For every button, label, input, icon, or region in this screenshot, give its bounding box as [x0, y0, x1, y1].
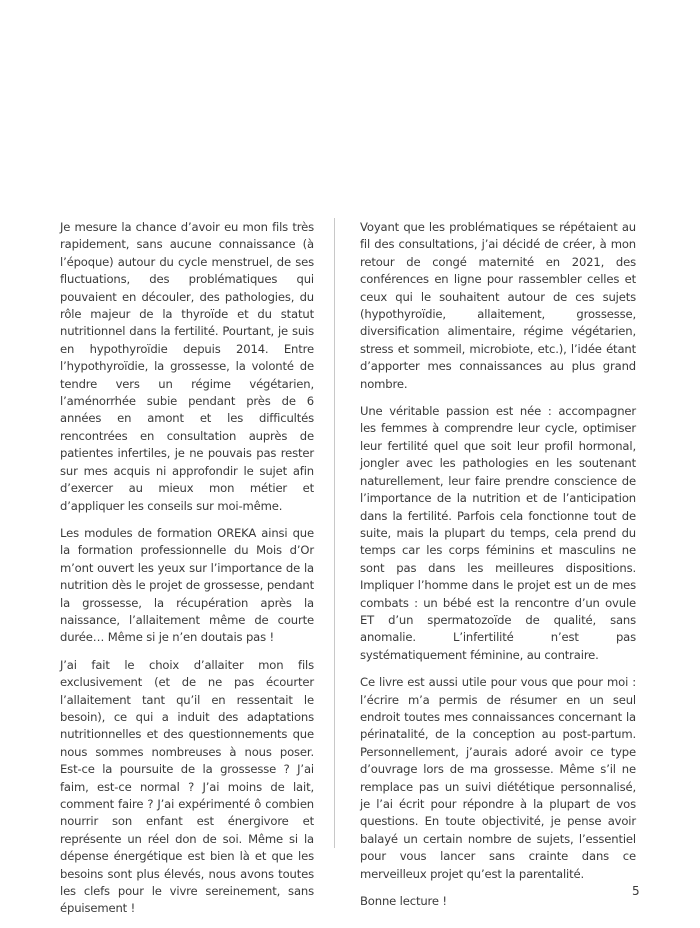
paragraph: Une véritable passion est née : accompagner les femmes à comprendre leur cycle, optimiser leur fertilité quel que soit leur profil hormonal, jongler avec les pathologies en les soutenant naturellement, leur faire prendre conscience de l’importance de la nutrition et de l’anticipation dans la fertilité. Parfois cela fonctionne tout de suite, mais la plupart du temps, cela prend du temps car les corps féminins et masculins ne sont pas dans les meilleures dispositions. Impliquer l’homme dans le projet est un de mes combats : un bébé est la rencontre d’un ovule ET d’un spermatozoïde de qualité, sans anomalie. L’infertilité n’est pas systématiquement féminine, au contraire. [360, 404, 636, 662]
paragraph: Les modules de formation OREKA ainsi que la formation professionnelle du Mois d’Or m’ont ouvert les yeux sur l’importance de la nutrition dès le projet de grossesse, pendant la grossesse, la récupération après la naissance, l’allaitement même de courte durée… Même si je n’en doutais pas ! [60, 525, 314, 645]
paragraph: J’ai fait le choix d’allaiter mon fils exclusivement (et de ne pas écourter l’allaitement tant qu’il en ressentait le besoin), ce qui a induit des adaptations nutritionnelles et des questionnements que nous sommes nombreuses à nous poser. Est-ce la poursuite de la grossesse ? J’ai faim, est-ce normal ? J’ai moins de lait, comment faire ? J’ai expérimenté ô combien nourrir son enfant est énergivore et représente un réel don de soi. Même si la dépense énergétique est bien là et que les besoins sont plus élevés, nous avons toutes les clefs pour le vivre sereinement, sans épuisement ! [60, 657, 314, 916]
left-text-column [60, 219, 314, 928]
right-text-column [360, 219, 636, 920]
closing-line: Bonne lecture ! [360, 894, 447, 909]
column-divider [334, 218, 335, 848]
paragraph: Ce livre est aussi utile pour vous que pour moi : l’écrire m’a permis de résumer en un seul endroit toutes mes connaissances concernant la périnatalité, de la conception au post-partum. Personnellement, j’aurais adoré avoir ce type d’ouvrage lors de ma grossesse. Même s’il ne remplace pas un suivi diététique personnalisé, je l’ai écrit pour répondre à la plupart de vos questions. En toute objectivité, je pense avoir balayé un certain nombre de sujets, l’essentiel pour vous lancer sans crainte dans ce merveilleux projet qu’est la parentalité. [360, 675, 636, 881]
page-number: 5 [632, 884, 640, 898]
paragraph: Je mesure la chance d’avoir eu mon fils très rapidement, sans aucune connaissance (à l’époque) autour du cycle menstruel, de ses fluctuations, des problématiques qui pouvaient en découler, des pathologies, du rôle majeur de la thyroïde et du statut nutritionnel dans la fertilité. Pourtant, je suis en hypothyroïdie depuis 2014. Entre l’hypothyroïdie, la grossesse, la volonté de tendre vers un régime végétarien, l’aménorrhée subie pendant près de 6 années en amont et les difficultés rencontrées en consultation auprès de patientes infertiles, je ne pouvais pas rester sur mes acquis ni approfondir le sujet afin d’exercer au mieux mon métier et d’appliquer les conseils sur moi-même. [60, 220, 314, 513]
paragraph: Voyant que les problématiques se répétaient au fil des consultations, j’ai décidé de créer, à mon retour de congé maternité en 2021, des conférences en ligne pour rassembler celles et ceux qui le souhaitent autour de ces sujets (hypothyroïdie, allaitement, grossesse, diversification alimentaire, régime végétarien, stress et sommeil, microbiote, etc.), l’idée étant d’apporter mes connaissances au plus grand nombre. [360, 220, 636, 391]
